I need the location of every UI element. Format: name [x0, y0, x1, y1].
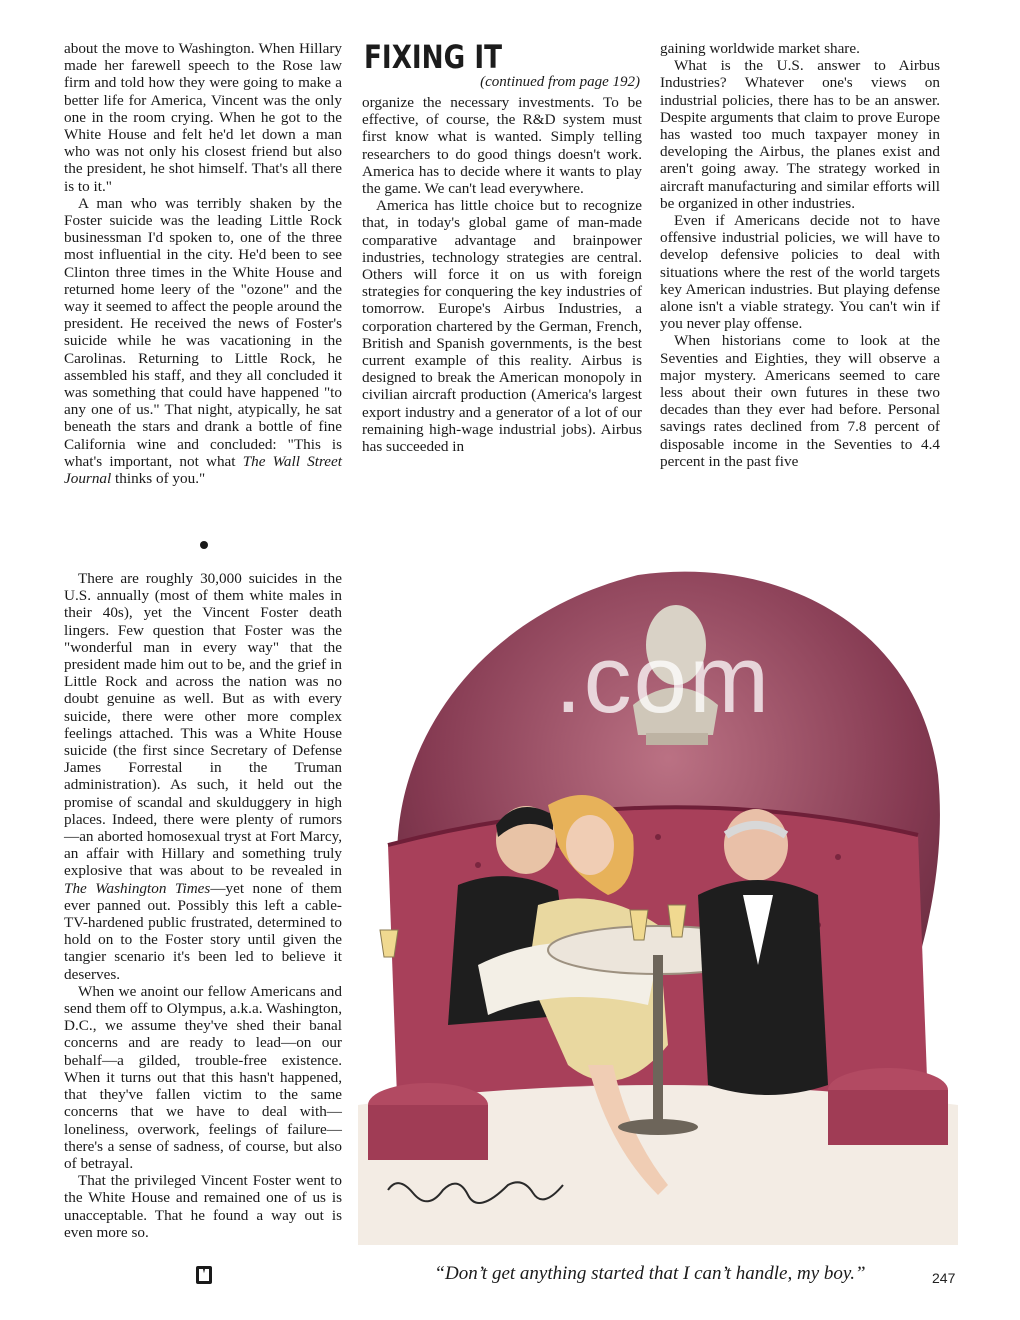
paragraph: That the privileged Vincent Foster went to the White House and remained one of us is unacceptable. That he found a way out is even more so. [64, 1172, 342, 1241]
paragraph: What is the U.S. answer to Airbus Industries? Whatever one's views on industrial policies, there has to be an answer. Despite arguments that claim to prove Europe has wasted too much taxpayer money in developing the Airbus, the planes exist and aren't going away. The strategy worked in aircraft manufacturing and similar efforts will be organized in other industries. [660, 57, 940, 212]
paragraph-text: —yet none of them ever panned out. Possibly this left a cable-TV-hardened public frustrated, determined to hold on to the Foster story until given the tangier scenario it's been led to believe it deserves. [64, 879, 342, 983]
column-2 [362, 94, 642, 455]
paragraph: Even if Americans decide not to have offensive industrial policies, we will have to develop defensive policies to deal with situations where the rest of the world targets key American industries. But playing defense alone isn't a viable strategy. You can't win if you never play offense. [660, 212, 940, 333]
end-of-article-mark-icon [196, 1266, 212, 1284]
continued-from-note: (continued from page 192) [480, 74, 640, 90]
page-number: 247 [932, 1270, 956, 1286]
paragraph: When we anoint our fellow Americans and send them off to Olympus, a.k.a. Washington, D.C., we assume they've shed their banal concerns and are ready to lead—on our behalf—a gilded, trouble-free existence. When it turns out that this hasn't happened, that they've fallen victim to the same concerns that we have to deal with—loneliness, overwork, feelings of failure—there's a sense of sadness, of course, but also of betrayal. [64, 982, 342, 1172]
paragraph-text: thinks of you." [115, 470, 206, 488]
paragraph: When historians come to look at the Seventies and Eighties, they will observe a major mystery. Americans seemed to care less about their own futures in these two decades than they ever had before. Personal savings rates declined from 7.8 percent of disposable income in the Seventies to 4.4 percent in the past five [660, 332, 940, 470]
paragraph: gaining worldwide market share. [660, 40, 860, 57]
paragraph [64, 570, 342, 983]
column-1-top [64, 40, 342, 487]
watermark: .com [555, 626, 772, 733]
paragraph: America has little choice but to recognize that, in today's global game of man-made comparative advantage and brainpower industries, technology strategies are central. Others will force it on us with foreign strategies for conquering the key industries of tomorrow. Europe's Airbus Industries, a corporation chartered by the German, French, British and Spanish governments, is the best current example of this reality. Airbus is designed to break the American monopoly in civilian aircraft production (America's largest export industry and a generator of a lot of our remaining high-wage industrial jobs). Airbus has succeeded in [362, 197, 642, 456]
publication-title: The Washington Times [64, 879, 211, 897]
column-1-bottom [64, 570, 342, 1241]
paragraph [64, 195, 342, 487]
section-break-bullet [200, 541, 208, 549]
paragraph-text: There are roughly 30,000 suicides in the U.S. annually (most of them white males in their 40s), yet the Vincent Foster death lingers. Few question that Foster was the "wonderful man in every way" that the president made him out to be, and the grief in Little Rock and across the nation was no doubt genuine as well. But as with every suicide, there were other more complex feelings attached. This was a White House suicide (the first since Secretary of Defense James Forrestal in the Truman administration). As such, it held out the promise of scandal and skulduggery in high places. Indeed, there were plenty of rumors—an aborted homosexual tryst at Fort Marcy, an affair with Hillary and something truly explosive that was about to be revealed in [64, 570, 342, 880]
column-3 [660, 40, 940, 470]
cartoon-caption: “Don’t get anything started that I can’t handle, my boy.” [434, 1263, 866, 1284]
paragraph: about the move to Washington. When Hillary made her farewell speech to the Rose law firm and told how they were going to make a better life for America, Vincent was the only one in the room crying. When he got to the White House and felt he'd let down a man who was not only his closest friend but also the president, he shot himself. That's all there is to it." [64, 40, 342, 195]
paragraph: organize the necessary investments. To be effective, of course, the R&D system must first know what is wanted. Simply telling researchers to do good things doesn't work. America has to decide where it wants to play the game. We can't lead everywhere. [362, 94, 642, 198]
paragraph-text: A man who was terribly shaken by the Foster suicide was the leading Little Rock businessman I'd spoken to, one of the three most influential in the city. He'd been to see Clinton three times in the White House and returned home leery of the "ozone" and the way it seemed to affect the people around the president. He received the news of Foster's suicide while he was vacationing in the Carolinas. Returning to Little Rock, he assembled his staff, and they all concluded it was something that could have happened "to any one of us." That night, atypically, he sat beneath the stars and drank a bottle of fine California wine and concluded: "This is what's important, not what [64, 194, 342, 470]
publication-title: The Wall Street Journal [64, 452, 343, 488]
sidebar-headline: FIXING IT [364, 38, 502, 76]
